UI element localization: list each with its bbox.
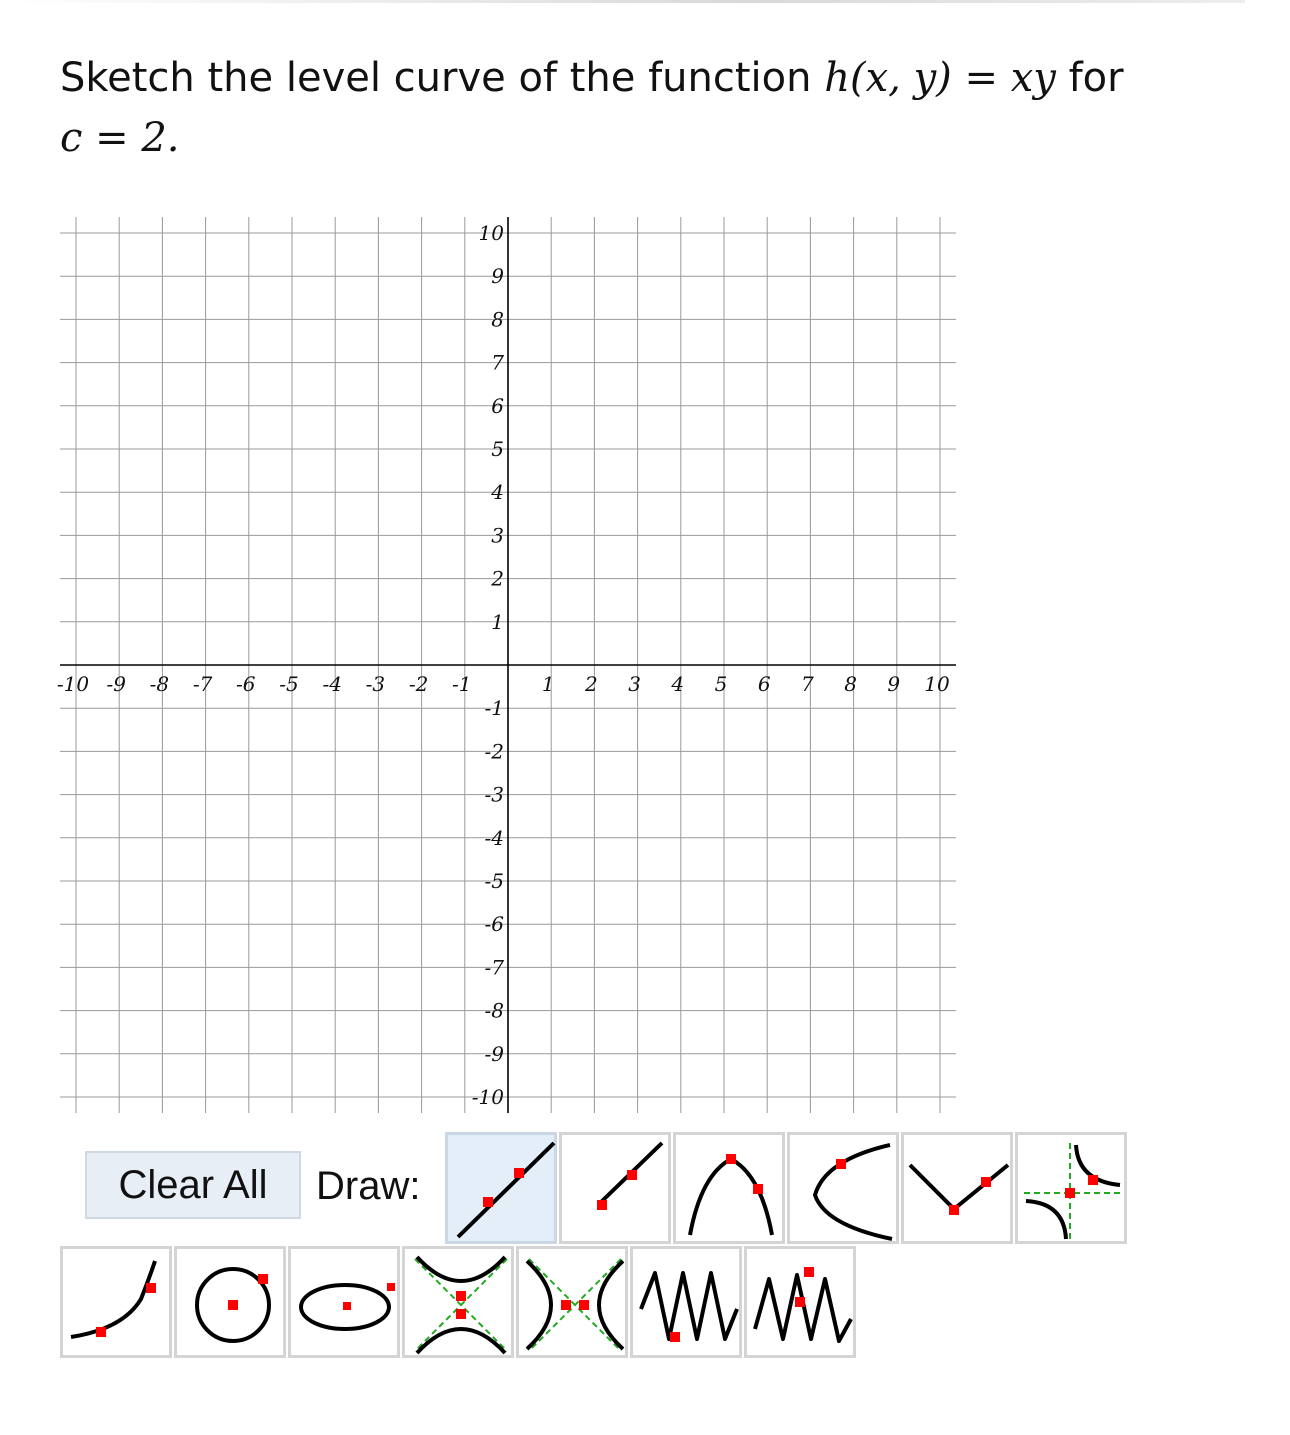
x-tick-label: 10 bbox=[924, 672, 950, 696]
tool-rational-hyperbola[interactable] bbox=[1015, 1132, 1127, 1244]
for-word: for bbox=[1068, 55, 1124, 101]
y-tick-label: 1 bbox=[491, 609, 504, 634]
tool-ellipse[interactable] bbox=[288, 1246, 400, 1358]
function-expression: xy bbox=[1010, 55, 1056, 101]
x-tick-label: 6 bbox=[757, 672, 771, 696]
x-tick-label: -9 bbox=[106, 672, 126, 696]
y-tick-label: 4 bbox=[491, 480, 504, 505]
x-tick-label: -8 bbox=[149, 672, 170, 696]
y-tick-label: 2 bbox=[491, 566, 504, 591]
tool-sine[interactable] bbox=[630, 1246, 742, 1358]
y-tick-label: 6 bbox=[491, 393, 504, 418]
level-variable: c bbox=[60, 115, 83, 161]
y-tick-label: -10 bbox=[471, 1085, 504, 1109]
y-tick-label: 7 bbox=[491, 350, 504, 375]
tool-absolute-value[interactable] bbox=[901, 1132, 1013, 1244]
parabola-horizontal-tool-icon bbox=[790, 1135, 902, 1247]
hyperbola-vertical-tool-icon bbox=[405, 1249, 517, 1361]
y-tick-label: 8 bbox=[491, 307, 504, 332]
x-tick-label: 9 bbox=[887, 672, 901, 696]
exponential-tool-icon bbox=[63, 1249, 175, 1361]
absolute-value-tool-icon bbox=[904, 1135, 1016, 1247]
x-tick-label: -6 bbox=[236, 672, 256, 696]
x-tick-label: -1 bbox=[452, 672, 472, 696]
question-prefix: Sketch the level curve of the function bbox=[60, 55, 812, 101]
tool-hyperbola-vertical[interactable] bbox=[402, 1246, 514, 1358]
y-tick-label: -6 bbox=[484, 912, 504, 937]
segment-tool-icon bbox=[562, 1135, 674, 1247]
y-tick-label: -8 bbox=[484, 998, 504, 1023]
y-tick-label: -5 bbox=[484, 869, 504, 893]
y-tick-label: -9 bbox=[484, 1041, 504, 1066]
ellipse-tool-icon bbox=[291, 1249, 403, 1361]
cosine-tool-icon bbox=[747, 1249, 859, 1361]
x-tick-label: 8 bbox=[844, 672, 857, 696]
rational-hyperbola-tool-icon bbox=[1018, 1135, 1130, 1247]
x-tick-label: 1 bbox=[541, 672, 555, 696]
draw-label: Draw: bbox=[316, 1164, 421, 1208]
tool-line[interactable] bbox=[445, 1132, 557, 1244]
y-tick-label: 10 bbox=[478, 221, 504, 245]
clear-all-button[interactable]: Clear All bbox=[85, 1151, 301, 1219]
circle-tool-icon bbox=[177, 1249, 289, 1361]
y-tick-label: 5 bbox=[491, 437, 504, 461]
x-tick-label: -2 bbox=[408, 672, 429, 696]
level-value: 2. bbox=[141, 115, 180, 161]
x-tick-label: -10 bbox=[56, 672, 90, 696]
parabola-vertical-tool-icon bbox=[676, 1135, 788, 1247]
hyperbola-horizontal-tool-icon bbox=[519, 1249, 631, 1361]
x-tick-label: 3 bbox=[628, 672, 641, 696]
grid-lines bbox=[60, 217, 956, 1113]
tool-parabola-vertical[interactable] bbox=[673, 1132, 785, 1244]
tool-hyperbola-horizontal[interactable] bbox=[516, 1246, 628, 1358]
sine-tool-icon bbox=[633, 1249, 745, 1361]
tool-exponential[interactable] bbox=[60, 1246, 172, 1358]
x-tick-label: 2 bbox=[585, 672, 598, 696]
function-args: (x, y) bbox=[849, 55, 952, 101]
y-tick-label: -3 bbox=[484, 782, 504, 807]
tool-parabola-horizontal[interactable] bbox=[787, 1132, 899, 1244]
x-tick-label: -4 bbox=[322, 672, 342, 696]
y-tick-label: 3 bbox=[491, 523, 504, 548]
x-tick-label: 7 bbox=[801, 672, 814, 696]
function-equals: = bbox=[964, 55, 998, 101]
x-tick-label: -5 bbox=[279, 672, 299, 696]
function-name: h bbox=[824, 55, 850, 101]
y-tick-label: -7 bbox=[484, 955, 504, 980]
x-tick-label: -3 bbox=[365, 672, 386, 696]
line-tool-icon bbox=[448, 1135, 560, 1247]
level-equals: = bbox=[95, 115, 129, 161]
y-tick-label: 9 bbox=[491, 264, 504, 289]
tool-circle[interactable] bbox=[174, 1246, 286, 1358]
x-tick-label: 5 bbox=[714, 672, 728, 696]
tool-cosine[interactable] bbox=[744, 1246, 856, 1358]
x-tick-label: -7 bbox=[192, 672, 213, 696]
x-tick-label: 4 bbox=[671, 672, 685, 696]
y-tick-label: -2 bbox=[484, 739, 504, 764]
tool-segment[interactable] bbox=[559, 1132, 671, 1244]
y-tick-label: -1 bbox=[484, 696, 504, 721]
y-tick-label: -4 bbox=[484, 825, 504, 850]
